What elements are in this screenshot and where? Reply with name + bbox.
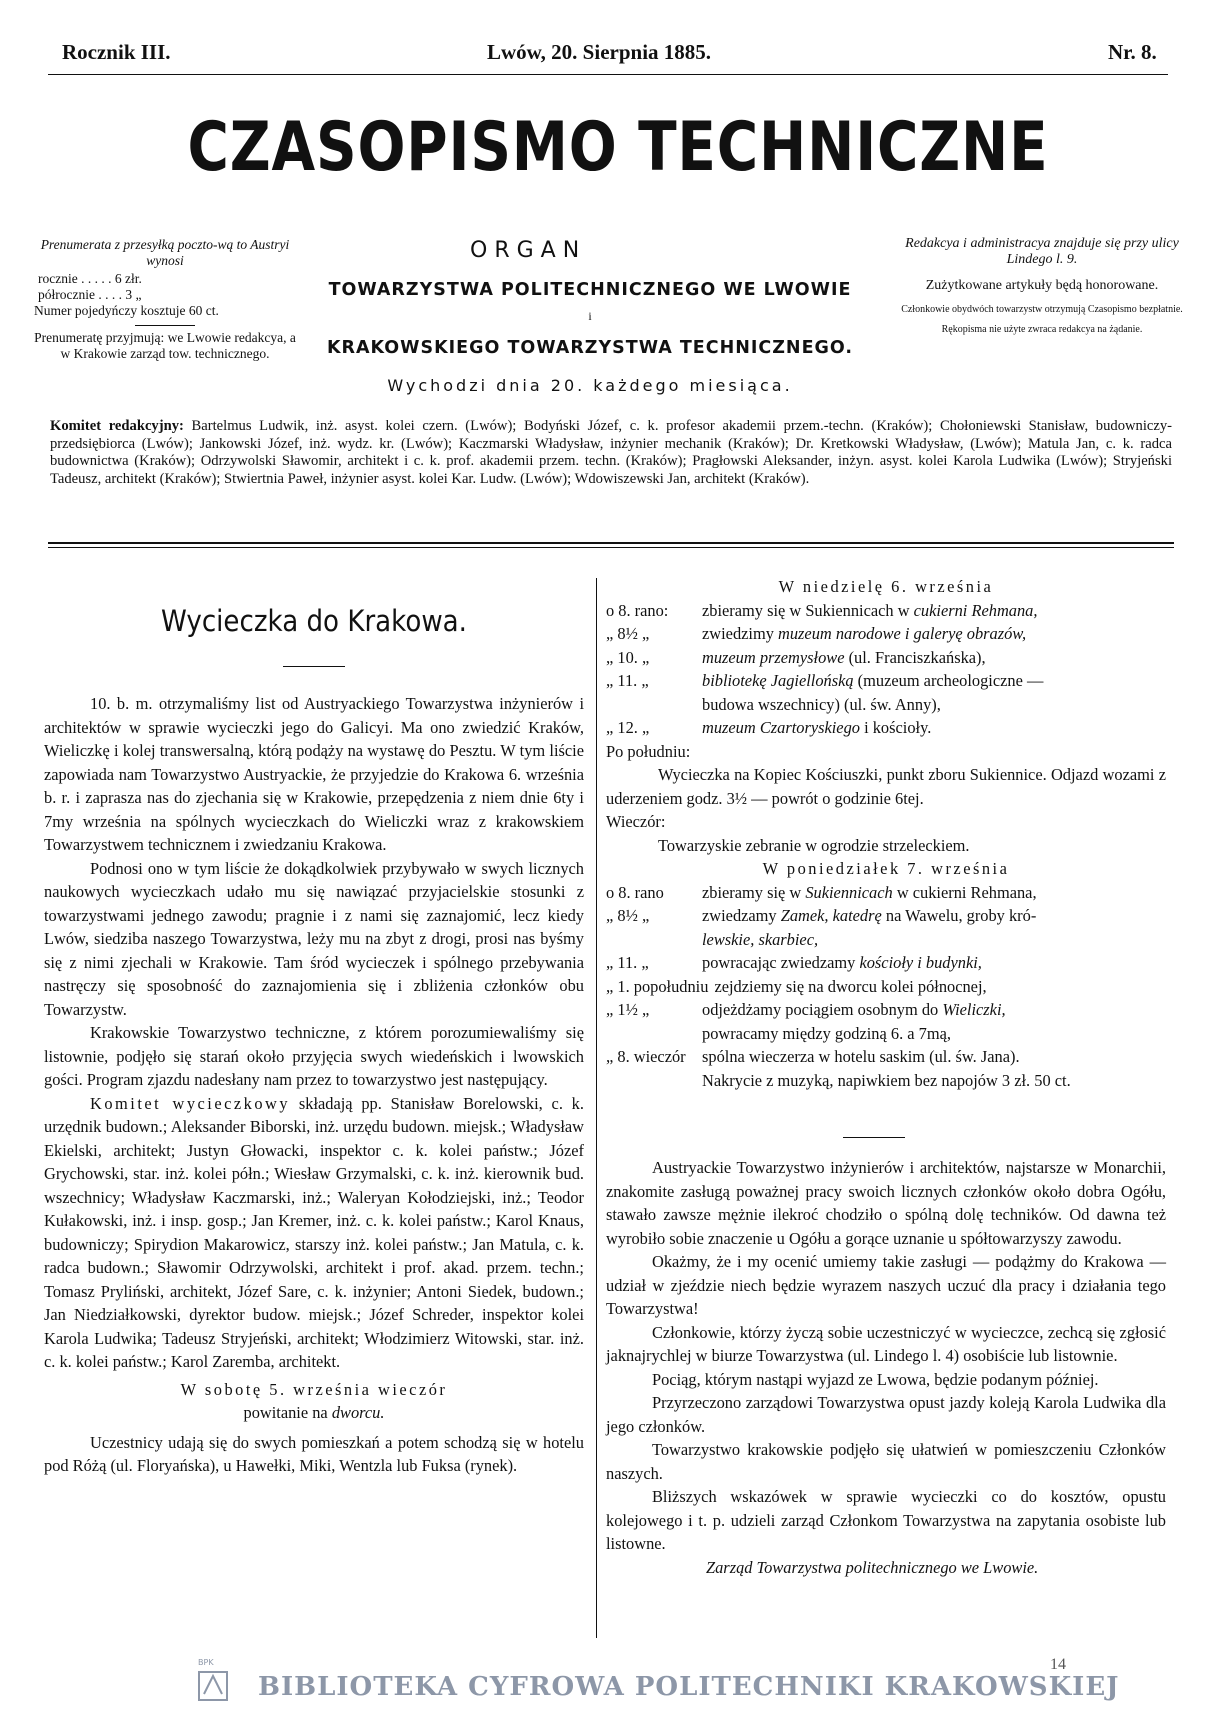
schedule-row	[606, 1022, 1166, 1046]
sunday-list	[606, 599, 1166, 740]
schedule-desc: powracamy między godziną 6. a 7mą,	[702, 1023, 951, 1043]
schedule-time: o 8. rano:	[606, 600, 669, 620]
organ-label: ORGAN	[470, 238, 587, 263]
schedule-row	[606, 975, 1166, 999]
schedule-time: „ 1. popołudniu	[606, 976, 709, 996]
schedule-row	[606, 881, 1166, 905]
schedule-desc: zwiedzamy Zamek, katedrę na Wawelu, groby kró-	[702, 906, 1037, 925]
schedule-time: „ 11. „	[606, 953, 649, 972]
appeal-paragraph: Bliższych wskazówek w sprawie wycieczki co do kosztów, opustu kolejowego i t. p. udzieli zarząd Członkom Towarzystwa na zapytania osobiste lub listowne.	[606, 1487, 1166, 1553]
schedule-time: „ 11. „	[606, 671, 649, 690]
subscription-heading: Prenumerata z przesyłką poczto-wą to Austryi wynosi	[40, 237, 290, 268]
article-paragraph: Krakowskie Towarzystwo techniczne, z którem porozumiewaliśmy się listownie, podjęło się starań około przyjęcia swych wiedeńskich i lwowskich gości. Program zjazdu nadesłany nam przez to towarzystwo jest następujący.	[44, 1023, 584, 1089]
article-paragraph: Podnosi ono w tym liście że dokądkolwiek przybywało w swych licznych naukowych wycieczkach udało mu się nawiązać przyjacielskie stosunki z towarzystwami jednego zawodu; pragnie i z nami się zaznajomić, lecz kiedy Lwów, siedziba naszego Towarzystwa, leży mu na zbyt z drogi, prosi nas byśmy się z nimi zjechali w Krakowie. Tam śród wycieczek i spólnego przebywania nastręczy się sposobność do zaznajomienia się i zbliżenia członków obu Towarzystw.	[44, 858, 584, 1019]
schedule-desc: powracając zwiedzamy kościoły i budynki,	[702, 953, 982, 972]
schedule-time: „ 8½ „	[606, 624, 650, 643]
sunday-heading: W niedzielę 6. września	[778, 577, 994, 596]
monday-heading: W poniedziałek 7. września	[762, 859, 1010, 878]
schedule-row	[606, 904, 1166, 928]
article-paragraph: 10. b. m. otrzymaliśmy list od Austryackiego Towarzystwa inżynierów i architektów w sprawie wycieczki jego do Galicyi. Ma ono zwiedzić Kraków, Wieliczkę i kolej transwersalną, którą podąży na wystawę do Pesztu. W tym liście zapowiada nam Towarzystwo Austryackie, że przyjedzie do Krakowa 6. września b. r. i zaprasza nas do zjechania się w Krakowie, przepędzenia z niem dnie 6ty i 7my września na spólnych wycieczkach do Wieliczki wraz z krakowskiem Towarzystwem technicznem i zwiedzaniu Krakowa.	[44, 694, 584, 854]
afternoon-text: Wycieczka na Kopiec Kościuszki, punkt zboru Sukiennice. Odjazd wozami z uderzeniem godz. 3½ — powrót o godzinie 6tej.	[606, 765, 1166, 808]
editorial-paid: Zużytkowane artykuły będą honorowane.	[925, 278, 1159, 293]
appeal-paragraph: Przyrzeczono zarządowi Towarzystwa opust jazdy koleją Karola Ludwika dla jego członków.	[606, 1393, 1166, 1436]
schedule-row	[606, 951, 1166, 975]
schedule-row	[606, 928, 1166, 952]
saturday-heading: W sobotę 5. września wieczór	[180, 1379, 448, 1399]
schedule-desc: odjeżdżamy pociągiem osobnym do Wieliczki,	[702, 1000, 1006, 1019]
committee-label: Komitet redakcyjny:	[50, 418, 184, 434]
schedule-row	[606, 1069, 1166, 1093]
schedule-time: „ 10. „	[606, 647, 650, 667]
editorial-members: Członkowie obydwóch towarzystw otrzymują Czasopismo bezpłatnie.	[901, 304, 1183, 315]
schedule-desc: spólna wieczerza w hotelu saskim (ul. św. Jana).	[702, 1047, 1020, 1066]
editorial-box	[900, 236, 1184, 336]
article-paragraph: Komitet wycieczkowy składają pp. Stanisław Borelowski, c. k. urzędnik budown.; Aleksander Biborski, inż. urzędu budown. miejsk.; Władysław Ekielski, architekt; Justyn Głowacki, inspektor c. k. kolei państw.; Józef Grychowski, star. inż. kolei półn.; Wiesław Grzymalski, c. k. inż. kierownik bud. wszechnicy; Władysław Kaczmarski, inż.; Waleryan Kołodziejski, inż.; Teodor Kułakowski, inż. i insp. gosp.; Jan Kremer, inż. c. k. kolei państw.; Karol Knaus, budowniczy; Spirydion Makarowicz, starszy inż. kolei państw.; Jan Matula, c. k. radca budown.; Sławomir Odrzywolski, architekt i prof. akad. przem. techn.; Tomasz Pryliński, architekt, Józef Sare, c. k. inżynier; Antoni Siedek, budown.; Jan Niedziałkowski, dyrektor budow. miejsk.; Józef Schreder, inspektor kolei Karola Ludwika; Tadeusz Stryjeński, architekt; Włodzimierz Witowski, star. inż. c. k. kolei państw.; Karol Zaremba, architekt.	[44, 1093, 584, 1371]
library-banner: BIBLIOTEKA CYFROWA POLITECHNIKI KRAKOWSKIEJ	[258, 1672, 1120, 1702]
evening-text: Towarzyskie zebranie w ogrodzie strzeleckiem.	[658, 835, 970, 855]
article-paragraph: Uczestnicy udają się do swych pomieszkań a potem schodzą się w hotelu pod Różą (ul. Floryańska), u Hawełki, Miki, Wentzla lub Fuksa (rynek).	[44, 1432, 584, 1475]
schedule-desc: muzeum przemysłowe (ul. Franciszkańska),	[702, 647, 986, 667]
schedule-row	[606, 693, 1166, 717]
title-rule	[283, 666, 345, 667]
editorial-address: Redakcya i administracya znajduje się przy ulicy Lindego l. 9.	[905, 236, 1179, 267]
page-number: 14	[1050, 1656, 1066, 1673]
appeal-signature: Zarząd Towarzystwa politechnicznego we Lwowie.	[706, 1557, 1039, 1577]
appeal-paragraph: Towarzystwo krakowskie podjęło się ułatwień w pomieszczeniu Członków naszych.	[606, 1440, 1166, 1483]
editorial-committee	[50, 418, 1172, 488]
schedule-row	[606, 716, 1166, 740]
organ-line-1: TOWARZYSTWA POLITECHNICZNEGO WE LWOWIE	[328, 280, 852, 300]
issue-date: Lwów, 20. Sierpnia 1885.	[487, 40, 712, 64]
section-rule	[843, 1137, 905, 1138]
schedule	[606, 575, 1166, 1092]
volume-label: Rocznik III.	[62, 40, 171, 64]
afternoon-label: Po południu:	[606, 741, 691, 761]
header-rule	[48, 74, 1168, 75]
organ-line-2: KRAKOWSKIEGO TOWARZYSTWA TECHNICZNEGO.	[326, 338, 854, 358]
schedule-desc: zwiedzimy muzeum narodowe i galeryę obrazów,	[702, 624, 1027, 643]
schedule-row	[606, 1045, 1166, 1069]
schedule-row	[606, 998, 1166, 1022]
appeal-paragraph: Pociąg, którym nastąpi wyjazd ze Lwowa, będzie podanym później.	[652, 1369, 1099, 1389]
committee-rule-top	[48, 542, 1174, 544]
schedule-time: „ 12. „	[606, 718, 650, 737]
logo-text: BPK	[198, 1658, 214, 1667]
schedule-desc: zbieramy się w Sukiennicach w cukierni Rehmana,	[702, 882, 1037, 902]
appeal-paragraph: Austryackie Towarzystwo inżynierów i architektów, najstarsze w Monarchii, znakomite zasługą poważnej pracy swoich licznych członków około dobra Ogółu, stawało zawsze mężnie ilekroć chodziło o spólną dolę techników. Od dawna też wyrobiło sobie znaczenie u Ogółu a gorące uznanie u spółtowarzyszy zawodu.	[606, 1158, 1166, 1248]
schedule-row	[606, 669, 1166, 693]
committee-trip-label: Komitet wycieczkowy	[90, 1093, 291, 1113]
schedule-time	[606, 1022, 702, 1046]
schedule-desc: Nakrycie z muzyką, napiwkiem bez napojów 3 zł. 50 ct.	[702, 1070, 1071, 1090]
monday-list	[606, 881, 1166, 1093]
schedule-desc: muzeum Czartoryskiego i kościoły.	[702, 718, 932, 737]
newspaper-title: CZASOPISMO TECHNICZNE	[187, 108, 1049, 187]
committee-members: Bartelmus Ludwik, inż. asyst. kolei czern. (Lwów); Bodyński Józef, c. k. profesor akademii przem.-techn. (Kraków); Chołoniewski Stanisław, budowniczy-przedsiębiorca (Lwów); Jankowski Józef, inż. wydz. kr. (Lwów); Kaczmarski Władysław, inżynier mechanik (Kraków); Dr. Kretkowski Władysław, (Lwów); Matula Jan, c. k. radca budownictwa (Kraków); Odrzywolski Sławomir, architekt i c. k. prof. akademii przem. techn. (Kraków); Pragłowski Aleksander, inżyn. asyst. kolei Karola Ludwika (Lwów); Stryjeński Tadeusz, architekt (Kraków); Stwiertnia Paweł, inżynier asyst. kolei Kar. Ludw. (Lwów); Wdowiszewski Jan, architekt (Kraków).	[50, 418, 1172, 487]
schedule-desc: budowa wszechnicy) (ul. św. Anny),	[702, 694, 941, 714]
schedule-row	[606, 599, 1166, 623]
subscription-annual: rocznie . . . . . 6 złr.	[38, 271, 142, 286]
subscription-single: Numer pojedyńczy kosztuje 60 ct.	[34, 303, 219, 318]
publication-frequency: Wychodzi dnia 20. każdego miesiąca.	[387, 376, 793, 395]
appeal-body	[606, 1156, 1166, 1579]
subscription-accept: Prenumeratę przyjmują: we Lwowie redakcya, a w Krakowie zarząd tow. technicznego.	[34, 330, 296, 361]
issue-number: Nr. 8.	[1108, 40, 1157, 64]
divider	[135, 325, 195, 326]
organ-conjunction: i	[588, 309, 592, 323]
schedule-row	[606, 646, 1166, 670]
committee-rule-bottom	[48, 547, 1174, 548]
schedule-time	[606, 693, 702, 717]
article-body: 10. b. m. otrzymaliśmy list od Austryackiego Towarzystwa inżynierów i architektów w sprawie wycieczki jego do Galicyi. Ma ono zwiedzić Kraków, Wieliczkę i kolej transwersalną, którą podąży na wystawę do Pesztu. W tym liście zapowiada nam Towarzystwo Austryackie, że przyjedzie do Krakowa 6. września b. r. i zaprasza nas do zjechania się w Krakowie, przepędzenia z niem dnie 6ty i 7my września na spólnych wycieczkach do Wieliczki wraz z krakowskiem Towarzystwem technicznem i zwiedzaniu Krakowa. Podnosi ono w tym liście że dokądkolwiek przybywało w swych licznych naukowych wycieczkach udało mu się nawiązać przyjacielskie stosunki z towarzystwami jednego zawodu; pragnie i z nami się zaznajomić, lecz kiedy Lwów, siedziba naszego Towarzystwa, leży mu na zbyt z drogi, prosi nas byśmy się z nimi zjechali w Krakowie. Tam śród wycieczek i spólnego przebywania nastręczy się sposobność do zaznajomienia się i zbliżenia członków obu Towarzystw. Krakowskie Towarzystwo techniczne, z którem porozumiewaliśmy się listownie, podjęło się starań około przyjęcia swych wiedeńskich i lwowskich gości. Program zjazdu nadesłany nam przez to towarzystwo jest następujący. Komitet wycieczkowy składają pp. Stanisław Borelowski, c. k. urzędnik budown.; Aleksander Biborski, inż. urzędu budown. miejsk.; Władysław Ekielski, architekt; Justyn Głowacki, inspektor c. k. kolei państw.; Józef Grychowski, star. inż. kolei półn.; Wiesław Grzymalski, c. k. inż. kierownik bud. wszechnicy; Władysław Kaczmarski, inż.; Waleryan Kołodziejski, inż.; Teodor Kułakowski, inż. i insp. gosp.; Jan Kremer, inż. c. k. kolei państw.; Karol Knaus, budowniczy; Spirydion Makarowicz, starszy inż. kolei państw.; Jan Matula, c. k. radca budown.; Sławomir Odrzywolski, architekt i prof. akad. przem. techn.; Tomasz Pryliński, architekt, Józef Sare, c. k. inżynier; Antoni Siedek, budown.; Jan Niedziałkowski, dyrektor budow. miejsk.; Józef Schreder, inspektor kolei Karola Ludwika; Tadeusz Stryjeński, architekt; Włodzimierz Witowski, star. inż. c. k. kolei państw.; Karol Zaremba, architekt. W sobotę 5. września wieczór powitanie na dworcu. Uczestnicy udają się do swych pomieszkań a potem schodzą się w hotelu pod Różą (ul. Floryańska), u Hawełki, Miki, Wentzla lub Fuksa (rynek).	[44, 692, 584, 1478]
schedule-desc: lewskie, skarbiec,	[702, 929, 819, 949]
subscription-half: półrocznie . . . . 3 „	[38, 287, 142, 302]
schedule-desc: zbieramy się w Sukiennicach w cukierni Rehmana,	[702, 600, 1038, 620]
editorial-manuscripts: Rękopisma nie użyte zwraca redakcya na żądanie.	[941, 324, 1143, 335]
appeal-paragraph: Okażmy, że i my ocenić umiemy takie zasługi — podążmy do Krakowa — udział w zjeździe niech będzie wyrazem naszych uczuć dla pracy i działania tego Towarzystwa!	[606, 1252, 1166, 1318]
schedule-time: o 8. rano	[606, 882, 664, 902]
schedule-time	[606, 1069, 702, 1093]
library-logo	[196, 1658, 230, 1702]
evening-label: Wieczór:	[606, 812, 666, 831]
schedule-time: „ 8½ „	[606, 906, 650, 925]
schedule-row	[606, 622, 1166, 646]
column-divider	[596, 578, 597, 1638]
schedule-time: „ 1½ „	[606, 1000, 650, 1019]
saturday-sub: powitanie na	[243, 1403, 328, 1422]
appeal-paragraph: Członkowie, którzy życzą sobie uczestniczyć w wycieczce, zechcą się zgłosić jaknajrychlej w biurze Towarzystwa (ul. Lindego l. 4) osobiście lub listownie.	[606, 1322, 1166, 1365]
article-title: Wycieczka do Krakowa.	[161, 604, 467, 638]
subscription-box	[34, 237, 296, 362]
schedule-desc: bibliotekę Jagiellońską (muzeum archeologiczne —	[702, 671, 1044, 690]
schedule-desc: zejdziemy się na dworcu kolei północnej,	[714, 976, 987, 996]
schedule-time: „ 8. wieczór	[606, 1047, 686, 1066]
schedule-time	[606, 928, 702, 952]
